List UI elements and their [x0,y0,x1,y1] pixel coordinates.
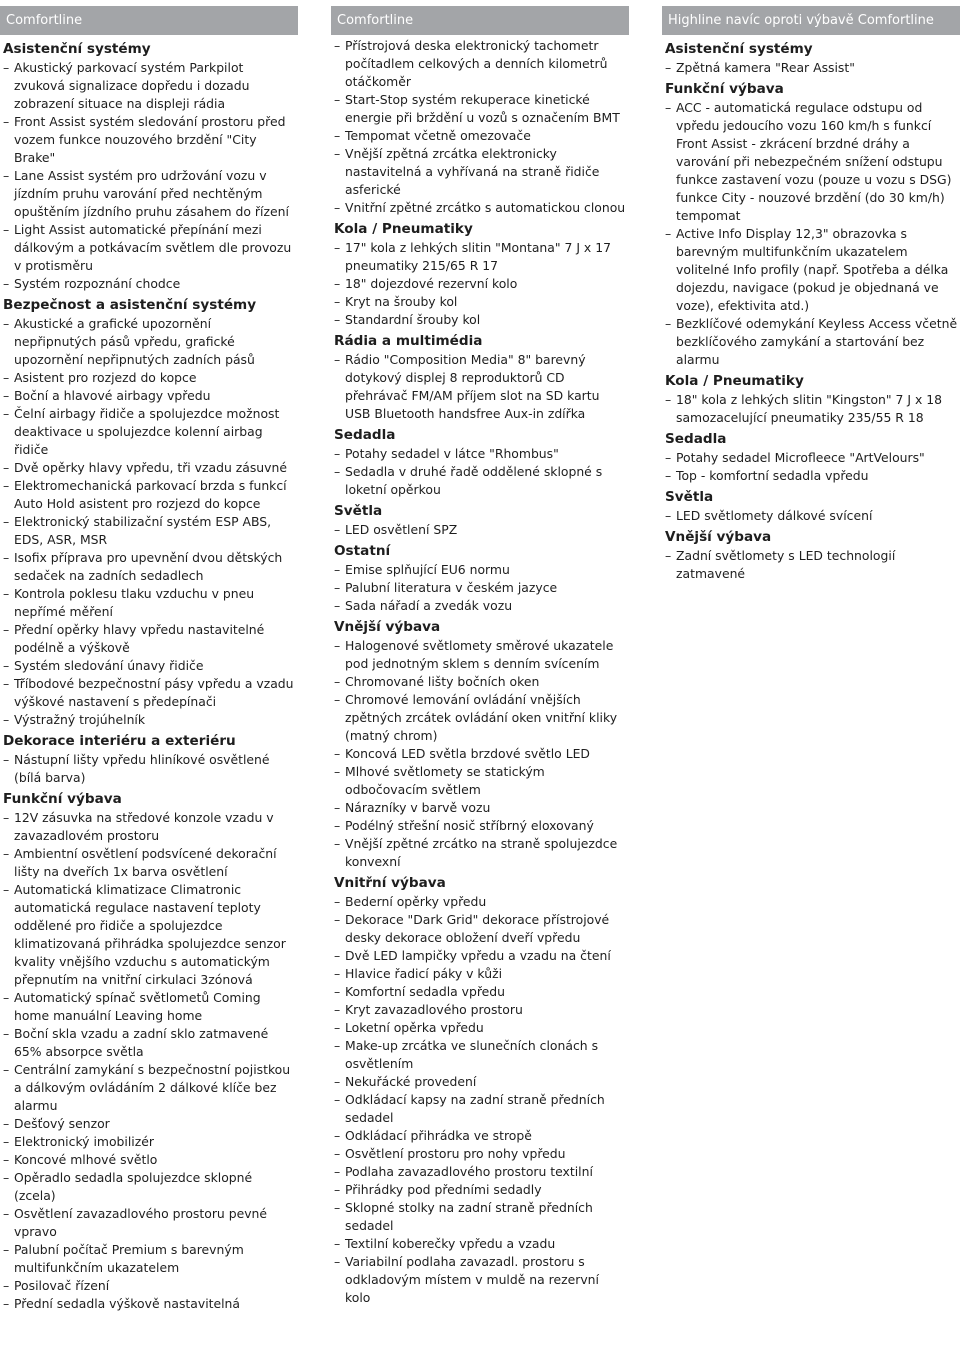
feature-section [331,332,629,423]
feature-section [662,528,960,583]
feature-item: – Akustické a grafické upozornění nepřipnutých pásů vpředu, grafické upozornění nepřipnutých zadních pásů [0,315,298,369]
feature-section [0,790,298,1313]
feature-item: – Zpětná kamera "Rear Assist" [662,59,960,77]
feature-item: – Akustický parkovací systém Parkpilot zvuková signalizace dopředu i dozadu zobrazení situace na displeji rádia [0,59,298,113]
feature-item: – LED světlomety dálkové svícení [662,507,960,525]
feature-section [0,296,298,729]
feature-item: – Textilní koberečky vpředu a vzadu [331,1235,629,1253]
feature-item: – Standardní šrouby kol [331,311,629,329]
feature-item: – Loketní opěrka vpředu [331,1019,629,1037]
feature-item: – Přední sedadla výškově nastavitelná [0,1295,298,1313]
feature-item: – Boční a hlavové airbagy vpředu [0,387,298,405]
feature-item: – Vnitřní zpětné zrcátko s automatickou clonou [331,199,629,217]
feature-item: – Nástupní lišty vpředu hliníkové osvětlené (bílá barva) [0,751,298,787]
feature-item: – Light Assist automatické přepínání mezi dálkovým a potkávacím světlem dle provozu v protisměru [0,221,298,275]
feature-item: – Výstražný trojúhelník [0,711,298,729]
feature-item: – Čelní airbagy řidiče a spolujezdce možnost deaktivace u spolujezdce kolenní airbag řidiče [0,405,298,459]
feature-item: – Dešťový senzor [0,1115,298,1133]
feature-item: – Opěradlo sedadla spolujezdce sklopné (zcela) [0,1169,298,1205]
column-body [331,35,629,1307]
feature-section [662,430,960,485]
feature-item: – Kryt na šrouby kol [331,293,629,311]
section-title: Světla [665,489,714,505]
section-title: Kola / Pneumatiky [665,373,804,389]
feature-item: – Halogenové světlomety směrové ukazatele pod jednotným sklem s denním svícením [331,637,629,673]
feature-item: – Mlhové světlomety se statickým odbočovacím světlem [331,763,629,799]
feature-item: – Hlavice řadicí páky v kůži [331,965,629,983]
feature-item: – Systém sledování únavy řidiče [0,657,298,675]
feature-item: – Nekuřácké provedení [331,1073,629,1091]
section-title: Asistenční systémy [3,41,151,57]
feature-item: – Chromované lišty bočních oken [331,673,629,691]
feature-item: – 17" kola z lehkých slitin "Montana" 7 J x 17 pneumatiky 215/65 R 17 [331,239,629,275]
column-body [662,35,960,583]
feature-section [662,372,960,427]
section-title: Funkční výbava [3,791,122,807]
feature-item: – Tříbodové bezpečnostní pásy vpředu a vzadu výškové nastavení s předepínači [0,675,298,711]
section-title: Funkční výbava [665,81,784,97]
feature-section [331,874,629,1307]
section-title: Sedadla [665,431,727,447]
feature-item: – Active Info Display 12,3" obrazovka s barevným multifunkčním ukazatelem volitelné Info profily (např. Spotřeba a délka dojezdu, navigace (pokud je objednaná ve voze), efektivita atd.) [662,225,960,315]
feature-item: – Nárazníky v barvě vozu [331,799,629,817]
feature-item: – Dekorace "Dark Grid" dekorace přístrojové desky dekorace obložení dveří vpředu [331,911,629,947]
feature-section [662,40,960,77]
section-title: Asistenční systémy [665,41,813,57]
feature-item: – Chromové lemování ovládání vnějších zpětných zrcátek ovládání oken vnitřní kliky (matný chrom) [331,691,629,745]
feature-item: – Systém rozpoznání chodce [0,275,298,293]
feature-section [662,80,960,369]
feature-item: – Automatická klimatizace Climatronic automatická regulace nastavení teploty oddělené pro řidiče a spolujezdce klimatizovaná přihrádka spolujezdce senzor kvality vnějšího vzduchu s automatickým přepnutím na vnitřní cirkulaci 3zónová [0,881,298,989]
feature-item: – Osvětlení prostoru pro nohy vpředu [331,1145,629,1163]
section-title: Dekorace interiéru a exteriéru [3,733,236,749]
section-title: Rádia a multimédia [334,333,483,349]
section-title: Vnější výbava [334,619,441,635]
feature-item: – Top - komfortní sedadla vpředu [662,467,960,485]
feature-item: – Elektronický imobilizér [0,1133,298,1151]
feature-item: – Ambientní osvětlení podsvícené dekorační lišty na dveřích 1x barva osvětlení [0,845,298,881]
feature-item: – Tempomat včetně omezovače [331,127,629,145]
column-header: Comfortline [0,6,298,35]
feature-section [0,732,298,787]
feature-item: – Palubní literatura v českém jazyce [331,579,629,597]
feature-section [331,220,629,329]
feature-item: – Podlaha zavazadlového prostoru textilní [331,1163,629,1181]
feature-item: – Sada nářadí a zvedák vozu [331,597,629,615]
section-title: Světla [334,503,383,519]
feature-item: – Vnější zpětná zrcátka elektronicky nastavitelná a vyhřívaná na straně řidiče asferické [331,145,629,199]
column-comfortline-1 [0,6,298,1313]
feature-section [331,37,629,217]
feature-section [662,488,960,525]
feature-item: – Podélný střešní nosič stříbrný eloxovaný [331,817,629,835]
feature-item: – Potahy sedadel v látce "Rhombus" [331,445,629,463]
feature-item: – Elektronický stabilizační systém ESP ABS, EDS, ASR, MSR [0,513,298,549]
feature-item: – Přístrojová deska elektronický tachometr počítadlem celkových a denních kilometrů otáčkoměr [331,37,629,91]
feature-item: – Palubní počítač Premium s barevným multifunkčním ukazatelem [0,1241,298,1277]
feature-item: – Dvě opěrky hlavy vpředu, tři vzadu zásuvné [0,459,298,477]
feature-item: – Komfortní sedadla vpředu [331,983,629,1001]
feature-item: – Přední opěrky hlavy vpředu nastavitelné podélně a výškově [0,621,298,657]
feature-item: – LED osvětlení SPZ [331,521,629,539]
feature-item: – Kontrola poklesu tlaku vzduchu v pneu nepřímé měření [0,585,298,621]
feature-item: – Boční skla vzadu a zadní sklo zatmavené 65% absorpce světla [0,1025,298,1061]
feature-item: – 12V zásuvka na středové konzole vzadu v zavazadlovém prostoru [0,809,298,845]
feature-item: – ACC - automatická regulace odstupu od vpředu jedoucího vozu 160 km/h s funkcí Front Assist - zkrácení brzdné dráhy a varování při nebezpečném snížení odstupu funkce zastavení vozu (pouze u vozu s DSG) funkce City - nouzové brzdění (do 30 km/h) tempomat [662,99,960,225]
section-title: Sedadla [334,427,396,443]
section-title: Vnitřní výbava [334,875,446,891]
feature-item: – Emise splňující EU6 normu [331,561,629,579]
feature-item: – Lane Assist systém pro udržování vozu v jízdním pruhu varování před nechtěným opuštěním jízdního pruhu zásahem do řízení [0,167,298,221]
feature-item: – Sedadla v druhé řadě oddělené sklopné s loketní opěrkou [331,463,629,499]
section-title: Bezpečnost a asistenční systémy [3,297,257,313]
feature-item: – Zadní světlomety s LED technologií zatmavené [662,547,960,583]
feature-item: – Přihrádky pod předními sedadly [331,1181,629,1199]
feature-item: – Start-Stop systém rekuperace kinetické energie při brždění u vozů s označením BMT [331,91,629,127]
feature-section [331,426,629,499]
feature-item: – Rádio "Composition Media" 8" barevný dotykový displej 8 reproduktorů CD přehrávač FM/AM příjem slot na SD kartu USB Bluetooth handsfree Aux-in zdířka [331,351,629,423]
feature-item: – Variabilní podlaha zavazadl. prostoru s odkladovým místem v muldě na rezervní kolo [331,1253,629,1307]
feature-section [331,502,629,539]
feature-item: – Centrální zamykání s bezpečnostní pojistkou a dálkovým ovládáním 2 dálkové klíče bez alarmu [0,1061,298,1115]
feature-item: – Koncové mlhové světlo [0,1151,298,1169]
feature-item: – Make-up zrcátka ve slunečních clonách s osvětlením [331,1037,629,1073]
section-title: Kola / Pneumatiky [334,221,473,237]
feature-item: – Sklopné stolky na zadní straně předních sedadel [331,1199,629,1235]
feature-item: – Dvě LED lampičky vpředu a vzadu na čtení [331,947,629,965]
feature-item: – Vnější zpětné zrcátko na straně spolujezdce konvexní [331,835,629,871]
column-highline [662,6,960,583]
feature-section [331,542,629,615]
feature-item: – Asistent pro rozjezd do kopce [0,369,298,387]
column-comfortline-2 [331,6,629,1307]
feature-item: – Elektromechanická parkovací brzda s funkcí Auto Hold asistent pro rozjezd do kopce [0,477,298,513]
feature-section [0,40,298,293]
section-title: Vnější výbava [665,529,772,545]
section-title: Ostatní [334,543,391,559]
feature-item: – Automatický spínač světlometů Coming home manuální Leaving home [0,989,298,1025]
feature-item: – 18" kola z lehkých slitin "Kingston" 7 J x 18 samozacelující pneumatiky 235/55 R 18 [662,391,960,427]
feature-item: – 18" dojezdové rezervní kolo [331,275,629,293]
feature-item: – Isofix příprava pro upevnění dvou dětských sedaček na zadních sedadlech [0,549,298,585]
feature-item: – Osvětlení zavazadlového prostoru pevné vpravo [0,1205,298,1241]
column-header: Comfortline [331,6,629,35]
feature-item: – Posilovač řízení [0,1277,298,1295]
feature-item: – Odkládací přihrádka ve stropě [331,1127,629,1145]
feature-item: – Front Assist systém sledování prostoru před vozem funkce nouzového brzdění "City Brake" [0,113,298,167]
feature-item: – Potahy sedadel Microfleece "ArtVelours" [662,449,960,467]
column-body [0,35,298,1313]
feature-item: – Kryt zavazadlového prostoru [331,1001,629,1019]
column-header: Highline navíc oproti výbavě Comfortline [662,6,960,35]
feature-item: – Bederní opěrky vpředu [331,893,629,911]
feature-section [331,618,629,871]
feature-item: – Bezklíčové odemykání Keyless Access včetně bezklíčového zamykání a startování bez alarmu [662,315,960,369]
feature-item: – Koncová LED světla brzdové světlo LED [331,745,629,763]
feature-item: – Odkládací kapsy na zadní straně předních sedadel [331,1091,629,1127]
